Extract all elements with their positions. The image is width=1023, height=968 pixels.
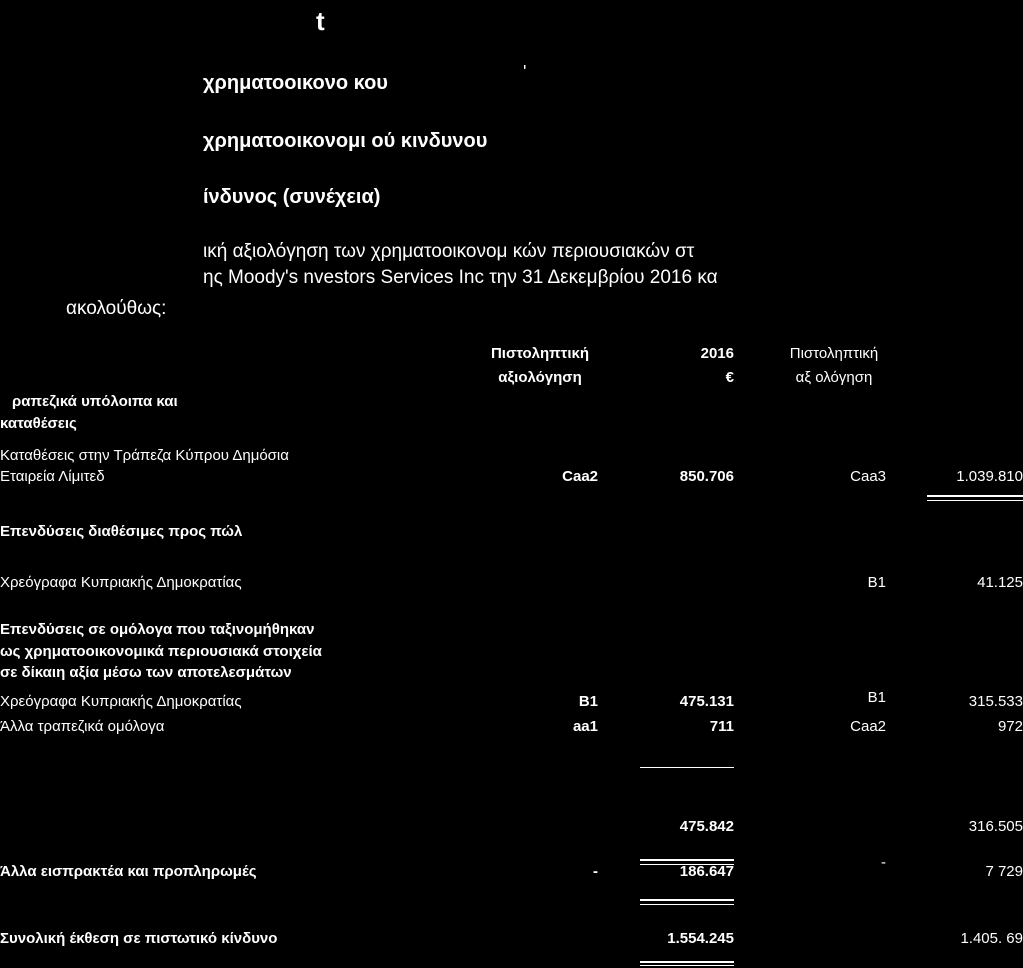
row-govbonds-amount-prev: 315.533 — [968, 693, 1023, 710]
row-otherbonds-rating-prev: Caa2 — [850, 718, 886, 735]
row-otherbonds-amount-2016: 711 — [709, 718, 734, 735]
heading-tick: ʹ — [523, 62, 527, 82]
heading-credit-risk: ίνδυνος (συνέχεια) — [203, 186, 381, 208]
row-afs-label: Χρεόγραφα Κυπριακής Δημοκρατίας — [0, 574, 242, 591]
row-receivables-label: Άλλα εισπρακτέα και προπληρωμές — [0, 863, 257, 880]
total-bottom-rule-top — [640, 961, 734, 963]
row-deposits-label-l2: Εταιρεία Λίμιτεδ — [0, 468, 105, 485]
section-fvtpl-l1: Επενδύσεις σε ομόλογα που ταξινομήθηκαν — [0, 621, 315, 638]
section-fvtpl-l2: ως χρηματοοικονομικά περιουσιακά στοιχεία — [0, 643, 322, 660]
col-header-rating-2016-l1: Πιστοληπτική — [490, 345, 590, 362]
subtotal-amount-prev: 316.505 — [968, 818, 1023, 835]
row-receivables-rating-prev: - — [881, 854, 886, 871]
heading-financial: χρηματοοικονο κου — [203, 72, 388, 94]
double-rule-bottom — [927, 500, 1023, 501]
intro-line-3: ακολούθως: — [66, 298, 167, 319]
section-fvtpl-l3: σε δίκαιη αξία μέσω των αποτελεσμάτων — [0, 664, 292, 681]
row-deposits-rating-2016: Caa2 — [562, 468, 598, 485]
page-mark: t — [316, 6, 325, 36]
heading-financial-risk: χρηματοοικονομι ού κινδυνου — [203, 130, 488, 152]
col-header-rating-2016-l2: αξιολόγηση — [498, 369, 582, 386]
col-header-amount-2016-l2: € — [725, 369, 734, 386]
row-afs-rating-prev: B1 — [867, 574, 886, 591]
row-govbonds-amount-2016: 475.131 — [679, 693, 734, 710]
total-label: Συνολική έκθεση σε πιστωτικό κίνδυνο — [0, 930, 278, 947]
row-receivables-rating-2016: - — [593, 863, 598, 880]
col-header-rating-prev-l1: Πιστοληπτική — [789, 345, 879, 362]
row-govbonds-label: Χρεόγραφα Κυπριακής Δημοκρατίας — [0, 693, 242, 710]
row-deposits-label-l1: Καταθέσεις στην Τράπεζα Κύπρου Δημόσια — [0, 447, 289, 464]
total-amount-2016: 1.554.245 — [667, 930, 734, 947]
row-govbonds-rating-prev: B1 — [867, 689, 886, 706]
row-otherbonds-rating-2016: aa1 — [572, 718, 598, 735]
row-deposits-rating-prev: Caa3 — [850, 468, 886, 485]
col-header-amount-2016-l1: 2016 — [700, 345, 734, 362]
row-deposits-amount-prev: 1.039.810 — [956, 468, 1023, 485]
row-afs-amount-prev: 41.125 — [977, 574, 1023, 591]
col-header-rating-prev-l2: αξ ολόγηση — [795, 369, 873, 386]
double-rule-top — [927, 495, 1023, 497]
total-amount-prev: 1.405. 69 — [960, 930, 1023, 947]
section-afs: Επενδύσεις διαθέσιμες προς πώλ — [0, 523, 243, 540]
row-receivables-amount-2016: 186.647 — [679, 863, 734, 880]
section-bank-l2: καταθέσεις — [0, 415, 77, 432]
row-otherbonds-amount-prev: 972 — [997, 718, 1023, 735]
intro-line-1: ική αξιολόγηση των χρηματοοικονομ κών περιουσιακών στ — [203, 241, 695, 262]
total-bottom-rule-bottom — [640, 965, 734, 966]
total-double-rule-top — [640, 899, 734, 901]
subtotal-double-rule-top — [640, 859, 734, 861]
subtotal-amount-2016: 475.842 — [679, 818, 734, 835]
row-receivables-amount-prev: 7 729 — [985, 863, 1023, 880]
total-double-rule-bottom — [640, 904, 734, 905]
section-bank-l1: ραπεζικά υπόλοιπα και — [12, 393, 178, 410]
intro-line-2: ης Moody's nvestors Services Inc την 31 Δεκεμβρίου 2016 κα — [203, 267, 718, 288]
row-govbonds-rating-2016: B1 — [578, 693, 598, 710]
subtotal-rule — [640, 767, 734, 768]
row-deposits-amount-2016: 850.706 — [679, 468, 734, 485]
row-otherbonds-label: Άλλα τραπεζικά ομόλογα — [0, 718, 165, 735]
